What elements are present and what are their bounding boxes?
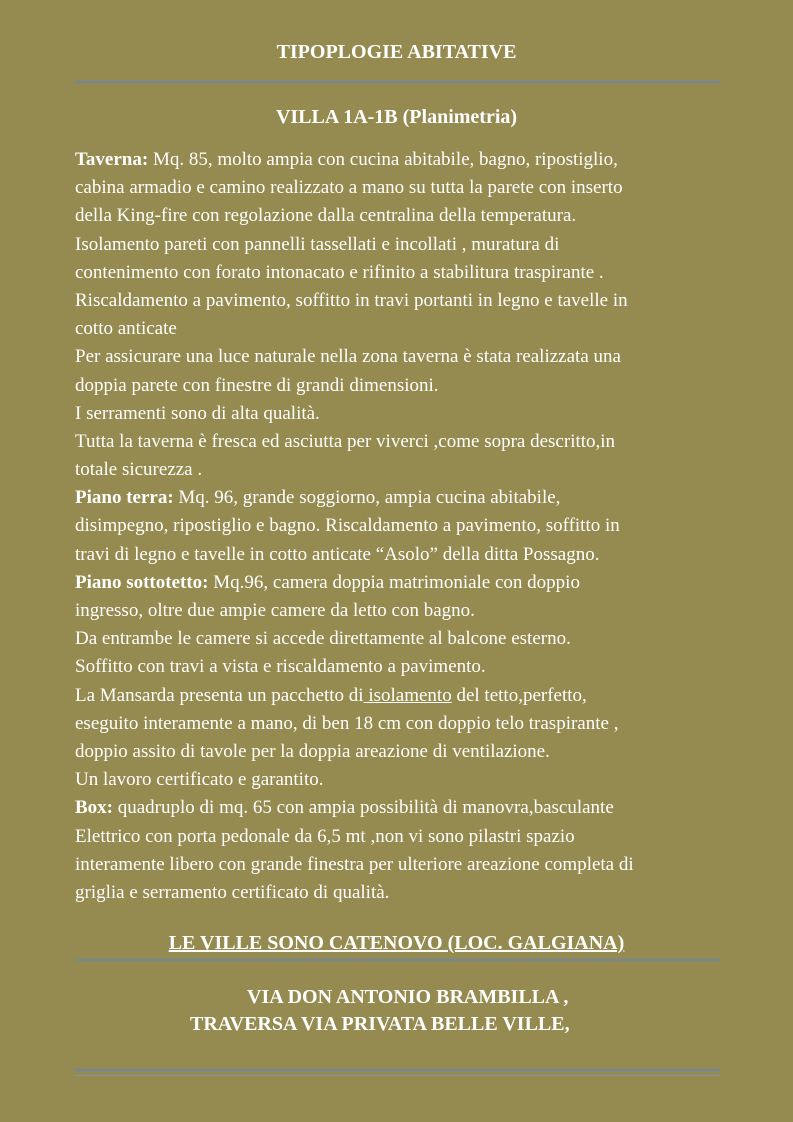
box-label: Box:: [75, 797, 113, 819]
title-divider: [75, 81, 720, 83]
taverna-label: Taverna:: [75, 149, 149, 170]
piano-terra-line-3: travi di legno e tavelle in cotto anticate “Asolo” della ditta Possagno.: [75, 543, 600, 565]
taverna-line-8: Per assicurare una luce naturale nella zona taverna è stata realizzata una: [75, 346, 621, 368]
sottotetto-label: Piano sottotetto:: [75, 571, 209, 593]
mansarda-line-3: doppio assito di tavole per la doppia areazione di ventilazione.: [75, 740, 550, 762]
location-heading: LE VILLE SONO CATENOVO (LOC. GALGIANA): [168, 932, 625, 954]
location-divider: [75, 959, 720, 961]
taverna-line-5: contenimento con forato intonacato e rifinito a stabilitura traspirante .: [75, 261, 604, 283]
taverna-line-10: I serramenti sono di alta qualità.: [75, 402, 320, 424]
piano-terra-line-1: Piano terra: Mq. 96, grande soggiorno, ampia cucina abitabile,: [75, 487, 561, 509]
taverna-line-6: Riscaldamento a pavimento, soffitto in travi portanti in legno e tavelle in: [75, 289, 628, 311]
sottotetto-line-3: Da entrambe le camere si accede direttamente al balcone esterno.: [75, 628, 571, 650]
sottotetto-line-4: Soffitto con travi a vista e riscaldamento a pavimento.: [75, 656, 486, 678]
box-line-2: Elettrico con porta pedonale da 6,5 mt ,non vi sono pilastri spazio: [75, 825, 575, 847]
page-title: TIPOPLOGIE ABITATIVE: [276, 41, 517, 63]
box-line-3: interamente libero con grande finestra per ulteriore areazione completa di: [75, 853, 634, 875]
mansarda-line-2: eseguito interamente a mano, di ben 18 cm con doppio telo traspirante ,: [75, 712, 619, 734]
sottotetto-line-2: ingresso, oltre due ampie camere da letto con bagno.: [75, 600, 475, 621]
taverna-line-2: cabina armadio e camino realizzato a mano su tutta la parete con inserto: [75, 177, 623, 199]
sottotetto-line-1: Piano sottotetto: Mq.96, camera doppia matrimoniale con doppio: [75, 571, 580, 593]
mansarda-line-4: Un lavoro certificato e garantito.: [75, 769, 324, 791]
piano-terra-line-2: disimpegno, ripostiglio e bagno. Riscaldamento a pavimento, soffitto in: [75, 515, 620, 537]
taverna-line-1: Taverna: Mq. 85, molto ampia con cucina abitabile, bagno, ripostiglio,: [75, 149, 618, 170]
description-text: [75, 146, 725, 907]
footer-rule-bottom: [75, 1075, 720, 1076]
piano-terra-label: Piano terra:: [75, 487, 174, 509]
address-line-2: TRAVERSA VIA PRIVATA BELLE VILLE,: [190, 1013, 570, 1035]
taverna-line-3: della King-fire con regolazione dalla centralina della temperatura.: [75, 205, 577, 227]
taverna-line-4: Isolamento pareti con pannelli tassellati e incollati , muratura di: [75, 233, 560, 255]
address-line-1: VIA DON ANTONIO BRAMBILLA ,: [247, 986, 569, 1008]
villa-subtitle: VILLA 1A-1B (Planimetria): [275, 106, 518, 128]
taverna-line-9: doppia parete con finestre di grandi dimensioni.: [75, 374, 439, 396]
isolamento-underlined: isolamento: [363, 684, 452, 706]
box-line-1: Box: quadruplo di mq. 65 con ampia possibilità di manovra,basculante: [75, 797, 614, 819]
box-line-4: griglia e serramento certificato di qualità.: [75, 881, 390, 903]
mansarda-line-1: La Mansarda presenta un pacchetto di isolamento del tetto,perfetto,: [75, 684, 587, 706]
taverna-line-11: Tutta la taverna è fresca ed asciutta per viverci ,come sopra descritto,in: [75, 430, 616, 452]
footer-rule-top: [75, 1069, 720, 1071]
taverna-line-7: cotto anticate: [75, 318, 177, 340]
taverna-line-12: totale sicurezza .: [75, 459, 203, 481]
